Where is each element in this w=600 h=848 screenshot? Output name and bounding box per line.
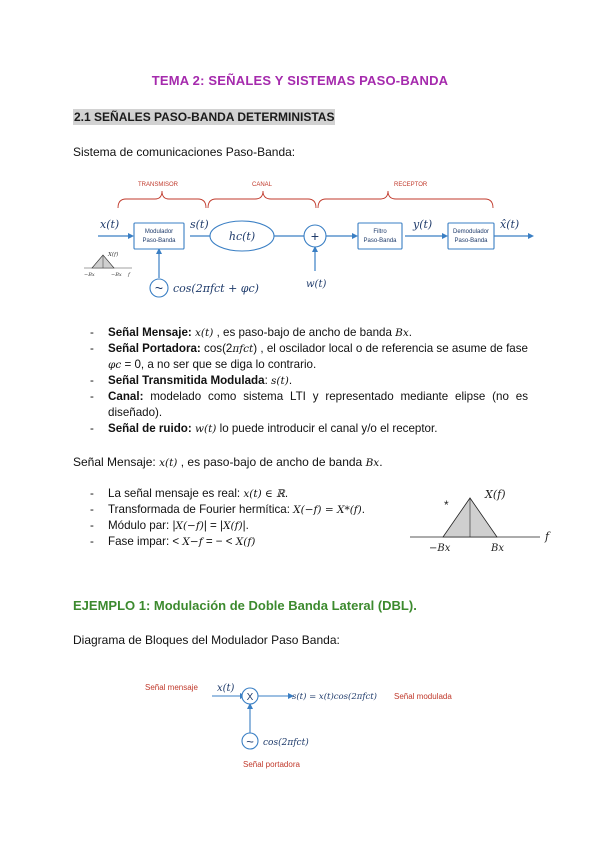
example-intro: Diagrama de Bloques del Modulador Paso Banda:: [73, 633, 340, 647]
spec-pos-label: −Bx: [111, 272, 122, 278]
small-spectrum: [84, 251, 132, 278]
output-expression: s(t) = x(t)cos(2πfct): [292, 692, 377, 702]
spec-f-label: f: [128, 272, 130, 278]
tilde-icon: ~: [246, 734, 254, 749]
list-item: - Señal Portadora: cos(2πfct) , el oscilador local o de referencia se asume de fase φc = 0, a no ser que se diga lo contrario.: [90, 342, 528, 371]
list-item: - Canal: modelado como sistema LTI y representado mediante elipse (no es diseñado).: [90, 390, 528, 419]
list-item: - Fase impar: < X−f = − < X(f): [90, 535, 256, 548]
xhat-label: x̂(t): [500, 218, 520, 231]
mod-line2: Paso-Banda: [142, 238, 176, 244]
w-label: w(t): [306, 279, 327, 290]
carrier2-label: cos(2πfct): [263, 738, 309, 748]
brace-transmisor-label: TRANSMISOR: [138, 182, 179, 188]
pos-bx-label: Bx: [491, 543, 504, 554]
s-label: s(t): [190, 218, 209, 231]
spec-neg-label: −Bx: [84, 272, 95, 278]
list-item: - Señal de ruido: w(t) lo puede introducir el canal y/o el receptor.: [90, 422, 438, 435]
example-title: EJEMPLO 1: Modulación de Doble Banda Lateral (DBL).: [73, 598, 417, 613]
list-item: - Transformada de Fourier hermítica: X(−f) = X*(f).: [90, 503, 366, 516]
filt-line2: Paso-Banda: [363, 238, 397, 244]
brace-canal-label: CANAL: [252, 182, 273, 188]
demod-line2: Paso-Banda: [454, 238, 488, 244]
tilde-icon: ~: [154, 280, 164, 296]
message-signal-text: Señal Mensaje: x(t) , es paso-bajo de ancho de banda Bx.: [73, 455, 383, 469]
mod-line1: Modulador: [144, 229, 174, 235]
list-item: - Señal Transmitida Modulada: s(t).: [90, 374, 293, 387]
modulator-block: [134, 223, 184, 249]
f-label: f: [545, 530, 550, 543]
page-title: TEMA 2: SEÑALES Y SISTEMAS PASO-BANDA: [151, 73, 449, 88]
hc-label: hc(t): [228, 230, 256, 243]
message-spectrum: [405, 480, 565, 560]
x-label: x(t): [100, 218, 120, 231]
list-item: - Módulo par: |X(−f)| = |X(f)|.: [90, 519, 249, 532]
x-input-label: x(t): [217, 683, 235, 694]
carrier-label: cos(2πfct + φc): [173, 282, 259, 295]
spec-x-label: X(f): [108, 252, 119, 258]
intro-text: Sistema de comunicaciones Paso-Banda:: [73, 145, 296, 159]
filt-line1: Filtro: [373, 229, 387, 235]
list-item: - Señal Mensaje: x(t) , es paso-bajo de ancho de banda Bx.: [90, 326, 413, 339]
brace-group: [118, 191, 493, 208]
neg-bx-label: −Bx: [429, 543, 451, 554]
brace-receptor-label: RECEPTOR: [394, 182, 428, 188]
y-label: y(t): [413, 218, 433, 231]
plus-icon: +: [310, 228, 320, 244]
list-item: - La señal mensaje es real: x(t) ∈ ℝ.: [90, 487, 289, 500]
properties-list: [90, 486, 398, 550]
section-heading: 2.1 SEÑALES PASO-BANDA DETERMINISTAS: [74, 110, 335, 124]
demod-block: [448, 223, 494, 249]
definitions-list: [90, 325, 528, 437]
demod-line1: Demodulador: [452, 229, 490, 235]
dbl-modulator-diagram: [140, 676, 470, 776]
senal-portadora-label: Señal portadora: [243, 760, 300, 769]
comm-system-diagram: [80, 175, 540, 310]
senal-mensaje-label: Señal mensaje: [145, 683, 198, 692]
xf-label: X(f): [485, 488, 506, 501]
senal-modulada-label: Señal modulada: [394, 692, 452, 701]
filter-block: [358, 223, 402, 249]
star-label: *: [444, 498, 449, 512]
multiplier-icon: X: [246, 692, 254, 703]
